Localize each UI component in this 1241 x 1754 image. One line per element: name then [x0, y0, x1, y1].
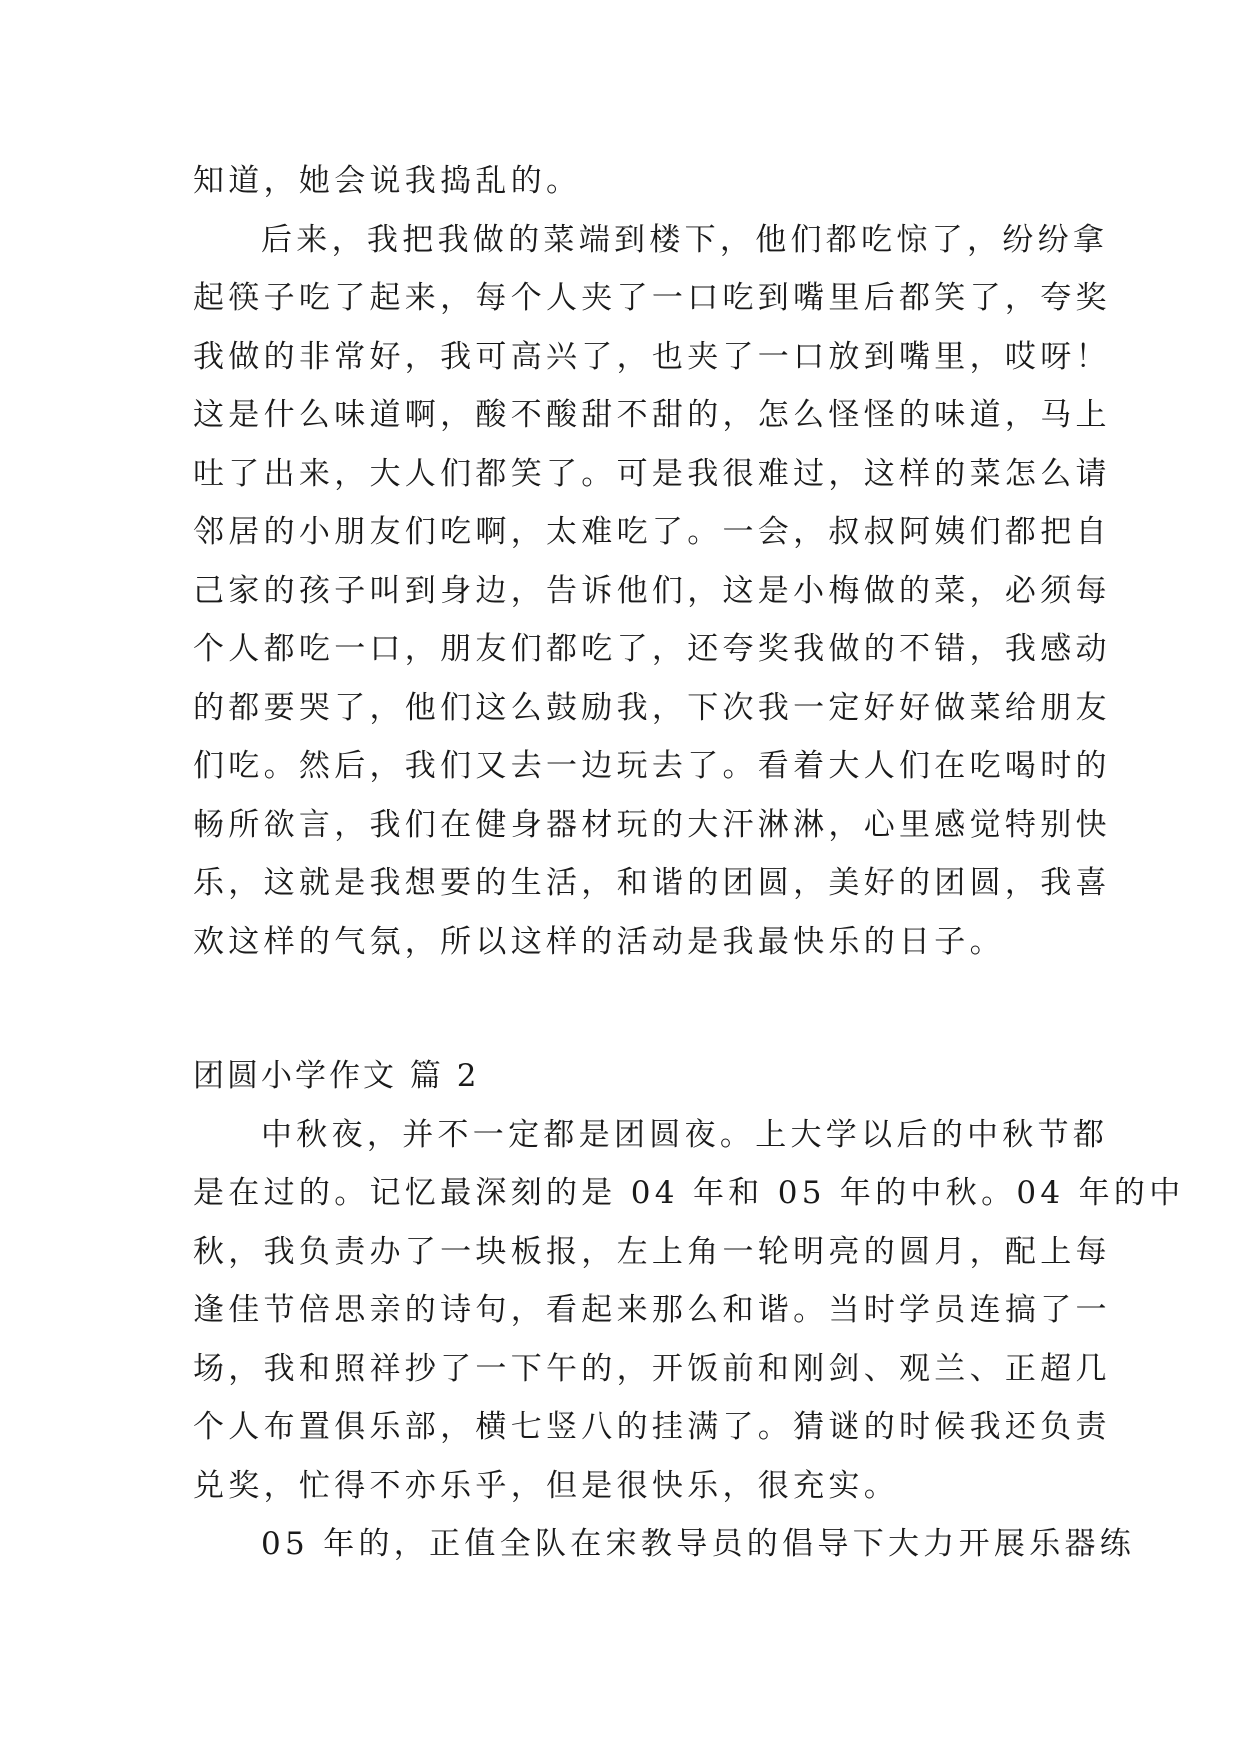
text-line: 吐了出来，大人们都笑了。可是我很难过，这样的菜怎么请	[193, 455, 1111, 492]
text-line: 兑奖，忙得不亦乐乎，但是很快乐，很充实。	[193, 1467, 899, 1504]
text-line: 知道，她会说我捣乱的。	[193, 163, 582, 199]
text-line: 们吃。然后，我们又去一边玩去了。看着大人们在吃喝时的	[193, 748, 1111, 784]
text-line: 这是什么味道啊，酸不酸甜不甜的，怎么怪怪的味道，马上	[193, 397, 1111, 433]
text-line: 个人都吃一口，朋友们都吃了，还夸奖我做的不错，我感动	[193, 631, 1111, 667]
text-line: 的都要哭了，他们这么鼓励我，下次我一定好好做菜给朋友	[193, 689, 1111, 726]
text-line: 起筷子吃了起来，每个人夹了一口吃到嘴里后都笑了，夸奖	[193, 280, 1111, 316]
text-line: 乐，这就是我想要的生活，和谐的团圆，美好的团圆，我喜	[193, 865, 1111, 901]
text-line: 是在过的。记忆最深刻的是 04 年和 05 年的中秋。04 年的中	[193, 1175, 1185, 1211]
section-gap	[193, 971, 1063, 1047]
section-heading: 团圆小学作文 篇 2	[193, 1058, 480, 1094]
text-line: 逢佳节倍思亲的诗句，看起来那么和谐。当时学员连搞了一	[193, 1292, 1111, 1328]
text-line: 05 年的，正值全队在宋教导员的倡导下大力开展乐器练	[261, 1526, 1136, 1562]
text-line: 我做的非常好，我可高兴了，也夹了一口放到嘴里，哎呀！	[193, 338, 1111, 375]
text-line: 己家的孩子叫到身边，告诉他们，这是小梅做的菜，必须每	[193, 572, 1111, 609]
text-line: 中秋夜，并不一定都是团圆夜。上大学以后的中秋节都	[261, 1116, 1109, 1153]
text-line: 秋，我负责办了一块板报，左上角一轮明亮的圆月，配上每	[193, 1233, 1111, 1270]
text-line: 欢这样的气氛，所以这样的活动是我最快乐的日子。	[193, 923, 1005, 960]
document-body	[193, 152, 1185, 1574]
text-line: 畅所欲言，我们在健身器材玩的大汗淋淋，心里感觉特别快	[193, 806, 1111, 843]
text-line: 场，我和照祥抄了一下午的，开饭前和刚剑、观兰、正超几	[193, 1350, 1111, 1387]
text-line: 个人布置俱乐部，横七竖八的挂满了。猜谜的时候我还负责	[193, 1409, 1111, 1445]
text-line: 后来，我把我做的菜端到楼下，他们都吃惊了，纷纷拿	[261, 221, 1109, 258]
text-line: 邻居的小朋友们吃啊，太难吃了。一会，叔叔阿姨们都把自	[193, 514, 1111, 550]
